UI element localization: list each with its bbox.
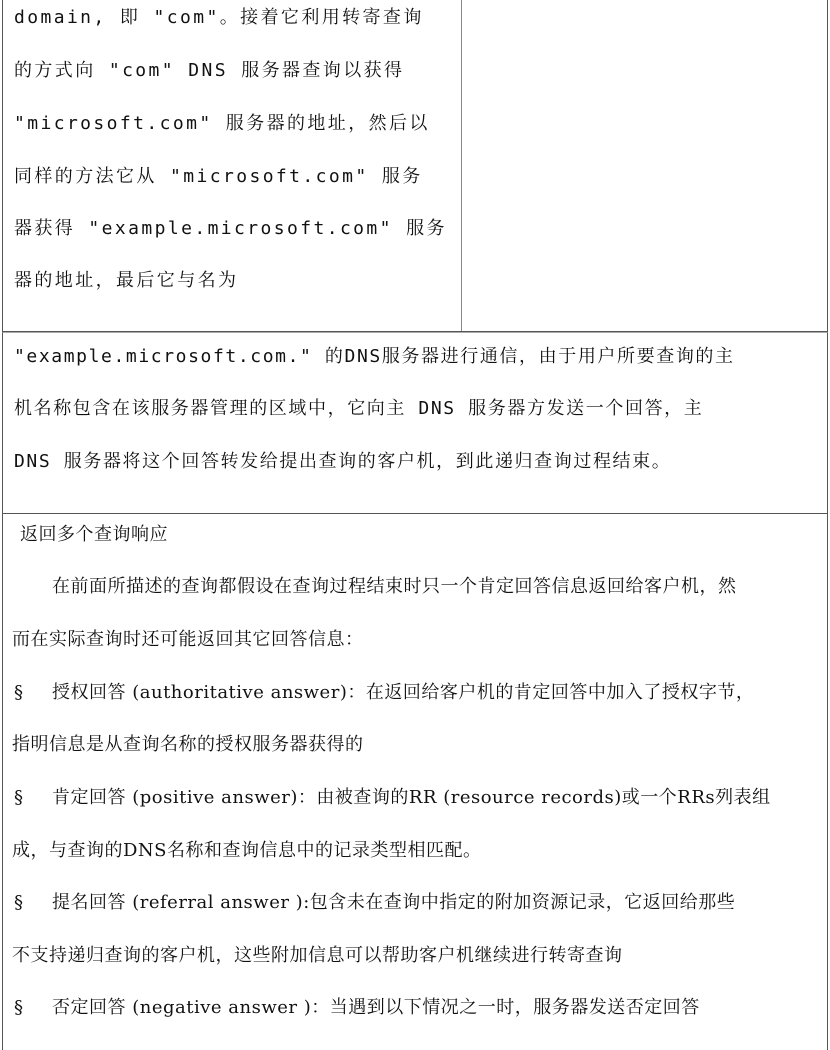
- cell-text-line-2: 的方式向 "com" DNS 服务器查询以获得: [14, 60, 405, 81]
- bullet-text: 提名回答 (referral answer ):包含未在查询中指定的附加资源记录，它返回给那些: [52, 892, 736, 913]
- section-heading: 返回多个查询响应: [20, 524, 168, 545]
- bullet-text: 肯定回答 (positive answer)：由被查询的RR (resource records)或一个RRs列表组: [52, 787, 771, 808]
- paragraph-line-2: 机名称包含在该服务器管理的区域中，它向主 DNS 服务器方发送一个回答，主: [14, 398, 704, 419]
- bullet-marker: §: [14, 997, 24, 1018]
- bullet-marker: §: [14, 892, 24, 913]
- cell-text-line-4: 同样的方法它从 "microsoft.com" 服务: [14, 166, 423, 187]
- cell-divider: [461, 0, 462, 331]
- cell-text-line-5: 器获得 "example.microsoft.com" 服务: [14, 218, 447, 239]
- intro-line-1: 在前面所描述的查询都假设在查询过程结束时只一个肯定回答信息返回给客户机，然: [52, 576, 737, 597]
- bullet-text-continued: 不支持递归查询的客户机，这些附加信息可以帮助客户机继续进行转寄查询: [12, 945, 623, 966]
- bullet-marker: §: [14, 787, 24, 808]
- intro-line-2: 而在实际查询时还可能返回其它回答信息：: [12, 629, 364, 650]
- cell-text-line-3: "microsoft.com" 服务器的地址，然后以: [14, 113, 430, 134]
- bullet-text: 否定回答 (negative answer )：当遇到以下情况之一时，服务器发送否定回答: [52, 997, 700, 1018]
- cell-text-line-1: domain, 即 "com"。接着它利用转寄查询: [14, 7, 424, 28]
- bullet-text-continued: 成，与查询的DNS名称和查询信息中的记录类型相匹配。: [12, 840, 482, 861]
- paragraph-line-3: DNS 服务器将这个回答转发给提出查询的客户机，到此递归查询过程结束。: [14, 451, 672, 472]
- cell-text-line-6: 器的地址，最后它与名为: [14, 270, 239, 291]
- bullet-text-continued: 指明信息是从查询名称的授权服务器获得的: [12, 734, 364, 755]
- bullet-text: 授权回答 (authoritative answer)：在返回给客户机的肯定回答中加入了授权字节，: [52, 682, 755, 703]
- paragraph-line-1: "example.microsoft.com." 的DNS服务器进行通信，由于用户所要查询的主: [14, 346, 735, 367]
- bullet-marker: §: [14, 682, 24, 703]
